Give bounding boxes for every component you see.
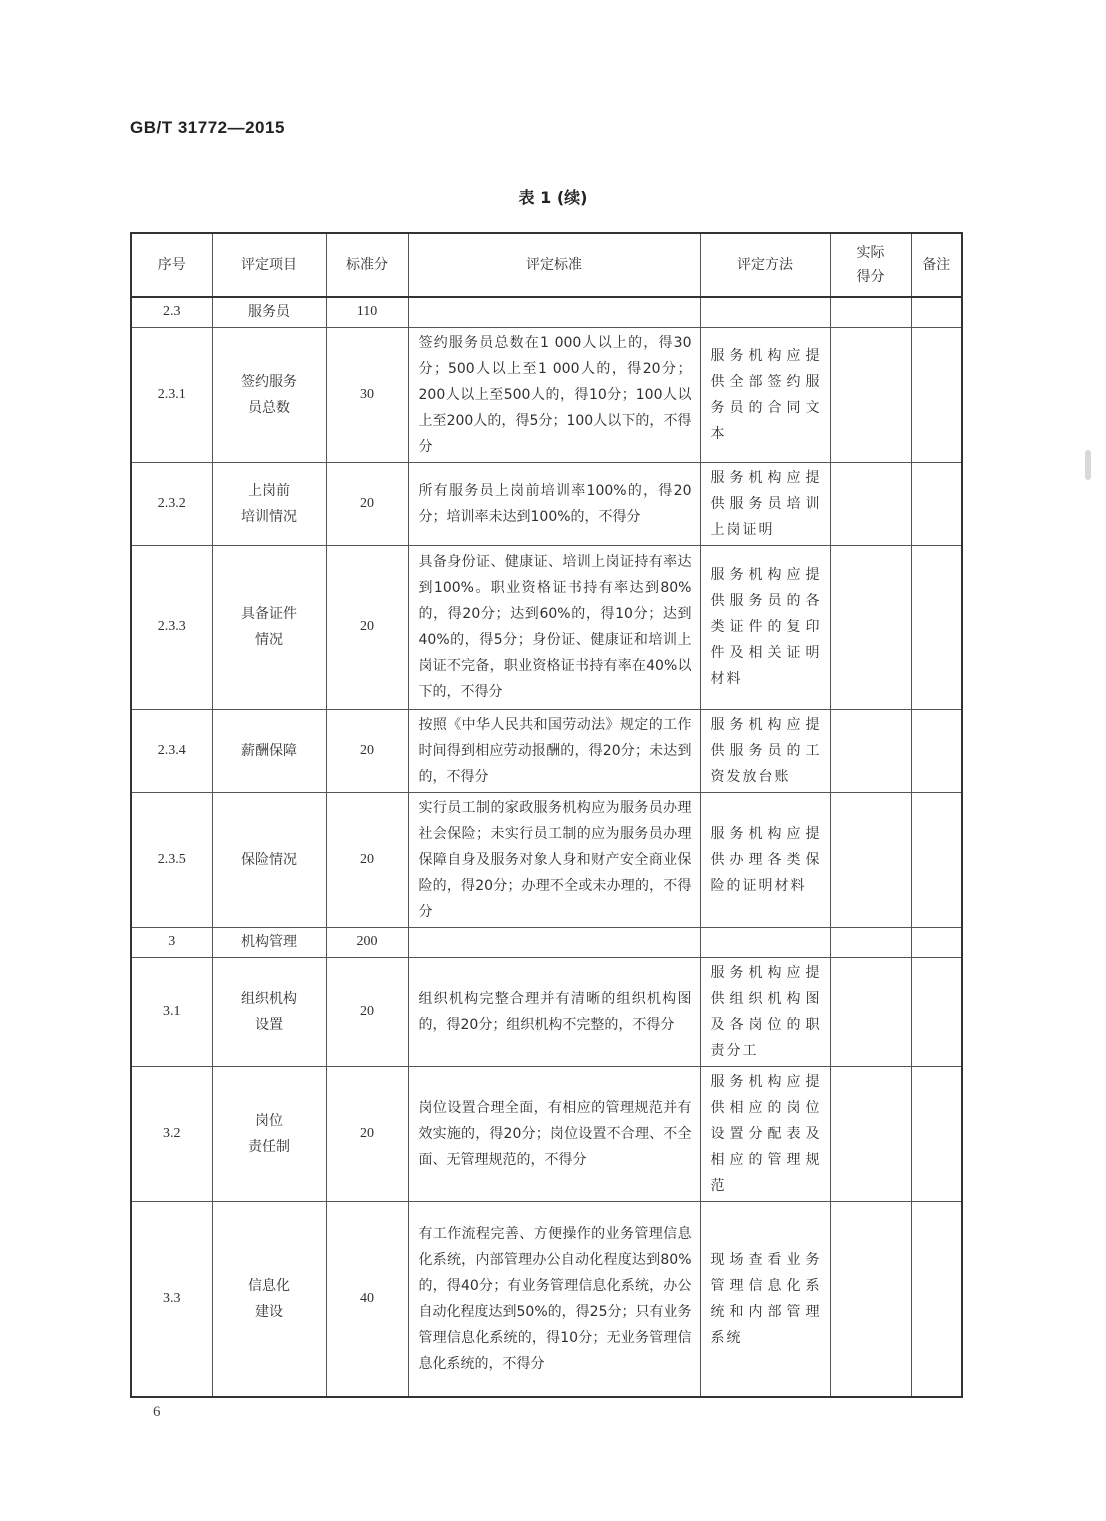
row-criteria <box>408 297 700 327</box>
row-remark <box>911 1201 962 1397</box>
header-cell: 备注 <box>911 233 962 297</box>
row-number: 3.2 <box>131 1066 212 1201</box>
row-criteria <box>408 927 700 957</box>
row-method: 服务机构应提供全部签约服务员的合同文本 <box>700 327 830 462</box>
header-cell: 序号 <box>131 233 212 297</box>
table-row <box>131 1066 962 1201</box>
row-number: 2.3.5 <box>131 792 212 927</box>
row-number: 2.3 <box>131 297 212 327</box>
row-number: 2.3.1 <box>131 327 212 462</box>
header-cell: 实际 得分 <box>830 233 911 297</box>
row-standard-score: 20 <box>326 709 408 792</box>
row-method: 服务机构应提供组织机构图及各岗位的职责分工 <box>700 957 830 1066</box>
row-criteria: 岗位设置合理全面，有相应的管理规范并有效实施的，得20分；岗位设置不合理、不全面、无管理规范的，不得分 <box>408 1066 700 1201</box>
row-remark <box>911 792 962 927</box>
row-standard-score: 20 <box>326 462 408 545</box>
row-item: 上岗前 培训情况 <box>212 462 326 545</box>
row-method: 服务机构应提供办理各类保险的证明材料 <box>700 792 830 927</box>
table-body <box>131 297 962 1397</box>
row-actual-score <box>830 1066 911 1201</box>
table-row <box>131 927 962 957</box>
row-standard-score: 20 <box>326 1066 408 1201</box>
row-standard-score: 20 <box>326 957 408 1066</box>
table-row <box>131 462 962 545</box>
row-standard-score: 30 <box>326 327 408 462</box>
table-row <box>131 792 962 927</box>
row-number: 3 <box>131 927 212 957</box>
row-remark <box>911 957 962 1066</box>
row-item: 保险情况 <box>212 792 326 927</box>
table-header-row <box>131 233 962 297</box>
row-item: 服务员 <box>212 297 326 327</box>
row-standard-score: 40 <box>326 1201 408 1397</box>
row-standard-score: 20 <box>326 792 408 927</box>
row-item: 信息化 建设 <box>212 1201 326 1397</box>
scan-artifact <box>1085 450 1091 480</box>
page-number: 6 <box>153 1404 161 1420</box>
row-item: 具备证件 情况 <box>212 545 326 709</box>
header-cell: 评定标准 <box>408 233 700 297</box>
header-cell: 标准分 <box>326 233 408 297</box>
table-row <box>131 1201 962 1397</box>
row-actual-score <box>830 709 911 792</box>
row-item: 薪酬保障 <box>212 709 326 792</box>
row-standard-score: 200 <box>326 927 408 957</box>
row-criteria: 签约服务员总数在1 000人以上的，得30分；500人以上至1 000人的，得20分；200人以上至500人的，得10分；100人以上至200人的，得5分；100人以下的，不得分 <box>408 327 700 462</box>
table-row <box>131 297 962 327</box>
row-criteria: 实行员工制的家政服务机构应为服务员办理社会保险；未实行员工制的应为服务员办理保障自身及服务对象人身和财产安全商业保险的，得20分；办理不全或未办理的，不得分 <box>408 792 700 927</box>
row-remark <box>911 709 962 792</box>
row-item: 岗位 责任制 <box>212 1066 326 1201</box>
row-actual-score <box>830 545 911 709</box>
row-number: 3.3 <box>131 1201 212 1397</box>
row-method: 现场查看业务管理信息化系统和内部管理系统 <box>700 1201 830 1397</box>
table-caption: 表 1 (续) <box>518 188 588 207</box>
table-row <box>131 709 962 792</box>
evaluation-table <box>130 232 963 1398</box>
row-standard-score: 20 <box>326 545 408 709</box>
row-criteria: 所有服务员上岗前培训率100%的，得20分；培训率未达到100%的，不得分 <box>408 462 700 545</box>
row-criteria: 组织机构完整合理并有清晰的组织机构图的，得20分；组织机构不完整的，不得分 <box>408 957 700 1066</box>
row-number: 2.3.4 <box>131 709 212 792</box>
table-row <box>131 545 962 709</box>
row-item: 机构管理 <box>212 927 326 957</box>
row-number: 2.3.3 <box>131 545 212 709</box>
header-cell: 评定项目 <box>212 233 326 297</box>
row-method <box>700 297 830 327</box>
row-number: 3.1 <box>131 957 212 1066</box>
row-actual-score <box>830 327 911 462</box>
row-criteria: 按照《中华人民共和国劳动法》规定的工作时间得到相应劳动报酬的，得20分；未达到的，不得分 <box>408 709 700 792</box>
row-method: 服务机构应提供服务员的工资发放台账 <box>700 709 830 792</box>
row-remark <box>911 297 962 327</box>
table-row <box>131 327 962 462</box>
row-method: 服务机构应提供服务员培训上岗证明 <box>700 462 830 545</box>
row-remark <box>911 327 962 462</box>
row-criteria: 有工作流程完善、方便操作的业务管理信息化系统，内部管理办公自动化程度达到80%的，得40分；有业务管理信息化系统，办公自动化程度达到50%的，得25分；只有业务管理信息化系统的，得10分；无业务管理信息化系统的，不得分 <box>408 1201 700 1397</box>
header-cell: 评定方法 <box>700 233 830 297</box>
row-actual-score <box>830 927 911 957</box>
row-remark <box>911 927 962 957</box>
row-number: 2.3.2 <box>131 462 212 545</box>
table-row <box>131 957 962 1066</box>
row-criteria: 具备身份证、健康证、培训上岗证持有率达到100%。职业资格证书持有率达到80%的，得20分；达到60%的，得10分；达到40%的，得5分；身份证、健康证和培训上岗证不完备，职业资格证书持有率在40%以下的，不得分 <box>408 545 700 709</box>
row-standard-score: 110 <box>326 297 408 327</box>
row-remark <box>911 462 962 545</box>
row-actual-score <box>830 957 911 1066</box>
row-actual-score <box>830 1201 911 1397</box>
row-item: 组织机构 设置 <box>212 957 326 1066</box>
row-remark <box>911 1066 962 1201</box>
row-remark <box>911 545 962 709</box>
row-actual-score <box>830 297 911 327</box>
row-item: 签约服务 员总数 <box>212 327 326 462</box>
row-method <box>700 927 830 957</box>
row-actual-score <box>830 462 911 545</box>
row-actual-score <box>830 792 911 927</box>
row-method: 服务机构应提供相应的岗位设置分配表及相应的管理规范 <box>700 1066 830 1201</box>
row-method: 服务机构应提供服务员的各类证件的复印件及相关证明材料 <box>700 545 830 709</box>
standard-code: GB/T 31772—2015 <box>130 118 285 137</box>
